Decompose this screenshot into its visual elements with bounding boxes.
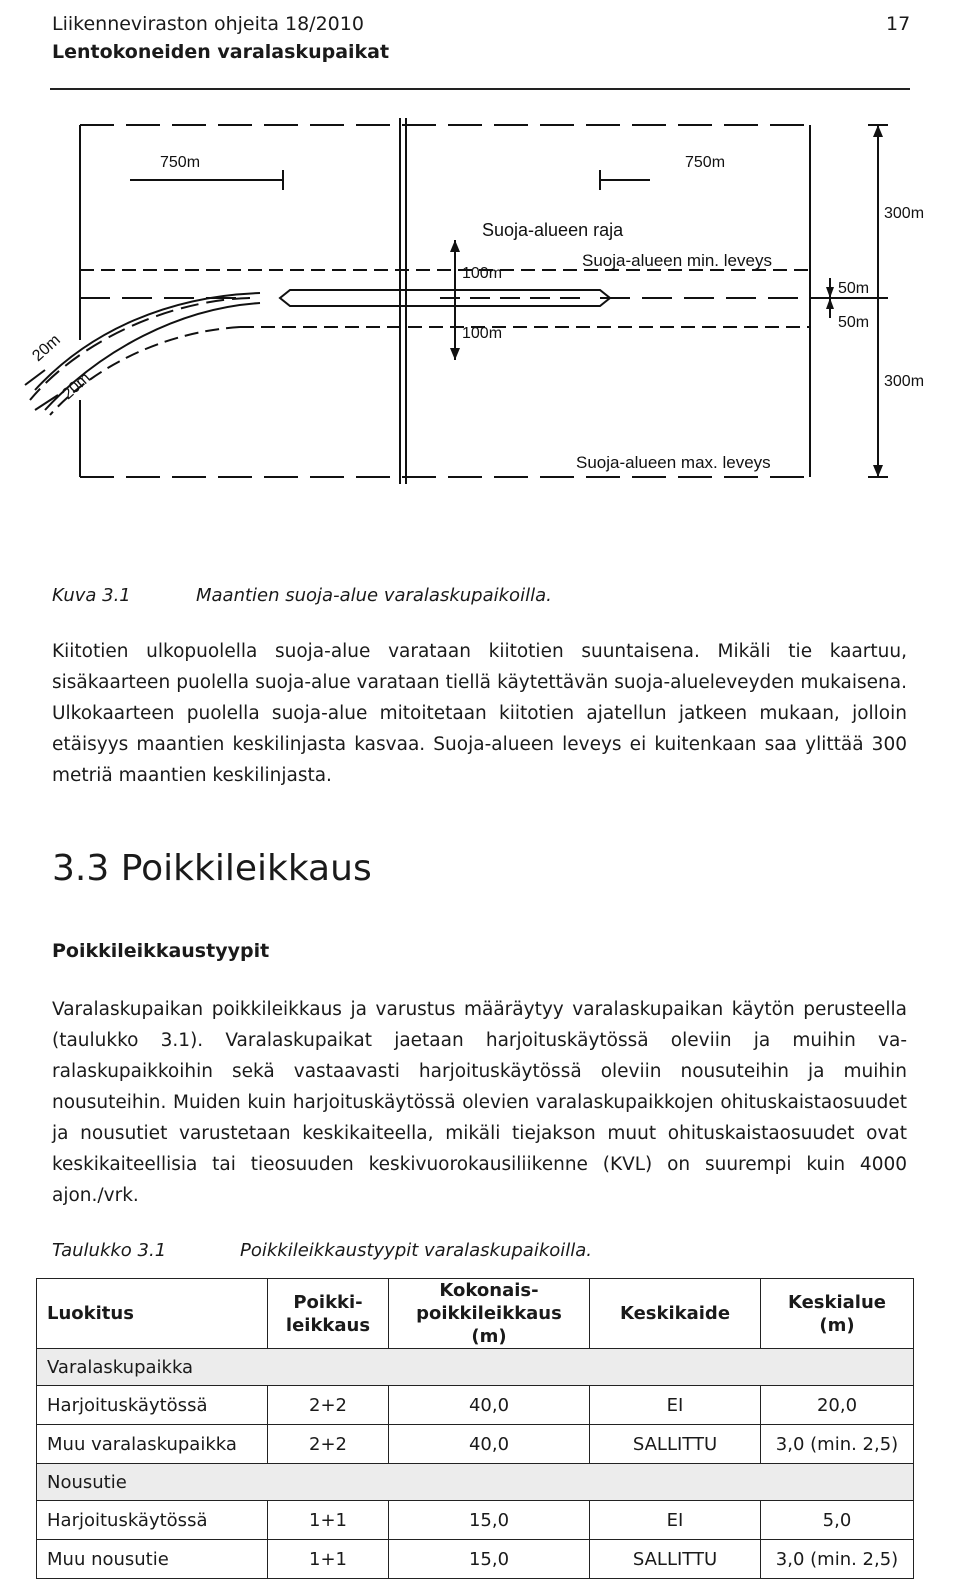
table-row	[37, 1386, 914, 1425]
th-total-width-l2: poikkileikkaus (m)	[416, 1303, 562, 1347]
cell: 20,0	[761, 1386, 914, 1425]
document-series: Liikenneviraston ohjeita 18/2010	[52, 13, 364, 35]
group-label: Varalaskupaikka	[37, 1349, 914, 1386]
label-boundary: Suoja-alueen raja	[482, 220, 624, 240]
cell: 2+2	[268, 1425, 389, 1464]
table-row	[37, 1425, 914, 1464]
th-median-barrier: Keskikaide	[590, 1279, 761, 1349]
section-subheading: Poikkileikkaustyypit	[52, 940, 270, 962]
cell: EI	[590, 1386, 761, 1425]
header-rule	[50, 88, 910, 90]
cell: 40,0	[389, 1386, 590, 1425]
label-100m-top: 100m	[462, 265, 503, 282]
cell: Harjoituskäytössä	[37, 1501, 268, 1540]
table-header-row	[37, 1279, 914, 1349]
label-750m-right: 750m	[685, 154, 726, 171]
label-50m-bottom: 50m	[838, 314, 870, 331]
label-50m-top: 50m	[838, 280, 870, 297]
figure-label: Kuva 3.1	[52, 585, 131, 606]
table-row	[37, 1501, 914, 1540]
label-max-width: Suoja-alueen max. leveys	[576, 453, 771, 472]
table-group-row	[37, 1464, 914, 1501]
page-number: 17	[886, 13, 911, 35]
table-group-row	[37, 1349, 914, 1386]
section-heading: 3.3 Poikkileikkaus	[52, 848, 372, 889]
cell: SALLITTU	[590, 1425, 761, 1464]
th-total-width-l1: Kokonais-	[439, 1280, 539, 1301]
th-median-area-l2: (m)	[819, 1314, 855, 1336]
label-20m-a: 20m	[29, 331, 64, 365]
cell: Muu nousutie	[37, 1540, 268, 1579]
cell: Muu varalaskupaikka	[37, 1425, 268, 1464]
cell: 1+1	[268, 1540, 389, 1579]
table-label: Taulukko 3.1	[52, 1240, 167, 1261]
group-label: Nousutie	[37, 1464, 914, 1501]
th-cross-section	[268, 1279, 389, 1349]
cell: 3,0 (min. 2,5)	[761, 1425, 914, 1464]
cell: 1+1	[268, 1501, 389, 1540]
table-caption: Poikkileikkaustyypit varalaskupaikoilla.	[240, 1240, 593, 1261]
label-min-width: Suoja-alueen min. leveys	[582, 251, 772, 270]
runway-protection-diagram	[0, 100, 960, 500]
cell: EI	[590, 1501, 761, 1540]
th-median-area-l1: Keskialue	[787, 1291, 887, 1313]
cell: Harjoituskäytössä	[37, 1386, 268, 1425]
figure-caption: Maantien suoja-alue varalaskupaikoilla.	[196, 585, 552, 606]
th-total-width	[389, 1279, 590, 1349]
label-20m-b: 20m	[59, 369, 94, 403]
cell: 15,0	[389, 1501, 590, 1540]
cell: SALLITTU	[590, 1540, 761, 1579]
cross-section-table	[36, 1278, 914, 1579]
label-100m-bottom: 100m	[462, 325, 503, 342]
table-row	[37, 1540, 914, 1579]
label-300m-bottom: 300m	[884, 373, 925, 390]
cell: 3,0 (min. 2,5)	[761, 1540, 914, 1579]
paragraph-1: Kiitotien ulkopuolella suoja-alue varataan kiitotien suuntaisena. Mikäli tie kaartuu, sisäkaarteen puolella suoja-alue varataan tiellä käytettävän suoja-alueleveyden mukaisena. Ulkokaarteen puolella suoja-alue mitoitetaan kiitotien ajatellun jatkeen mukaan, jolloin etäisyys maantien keskilinjasta kasvaa. Suoja-alueen leveys ei kuitenkaan saa ylittää 300 metriä maantien keskilinjasta.	[52, 641, 907, 786]
document-title: Lentokoneiden varalaskupaikat	[52, 41, 390, 63]
cell: 15,0	[389, 1540, 590, 1579]
cell: 5,0	[761, 1501, 914, 1540]
cell: 2+2	[268, 1386, 389, 1425]
cell: 40,0	[389, 1425, 590, 1464]
paragraph-2: Varalaskupaikan poikkileikkaus ja varustus määräytyy varalaskupaikan käytön perusteella (taulukko 3.1). Varalaskupaikat jaetaan harjoituskäytössä oleviin ja muihin varalaskupaikkoihin sekä vastaavasti harjoituskäytössä oleviin nousuteihin ja muihin nousuteihin. Muiden kuin harjoituskäytössä olevien varalaskupaikkojen ohituskaistaosuudet ja nousutiet varustetaan keskikaiteella, mikäli tiejakson muut ohituskaistaosuudet ovat keskikaiteellisia tai tieosuuden keskivuorokausiliikenne (KVL) on suurempi kuin 4000 ajon./vrk.	[52, 999, 907, 1206]
th-classification: Luokitus	[37, 1279, 268, 1349]
label-750m-left: 750m	[160, 154, 201, 171]
th-median-area	[761, 1279, 914, 1349]
th-cross-section-l2: leikkaus	[285, 1314, 371, 1336]
th-cross-section-l1: Poikki-	[293, 1291, 363, 1313]
label-300m-top: 300m	[884, 205, 925, 222]
